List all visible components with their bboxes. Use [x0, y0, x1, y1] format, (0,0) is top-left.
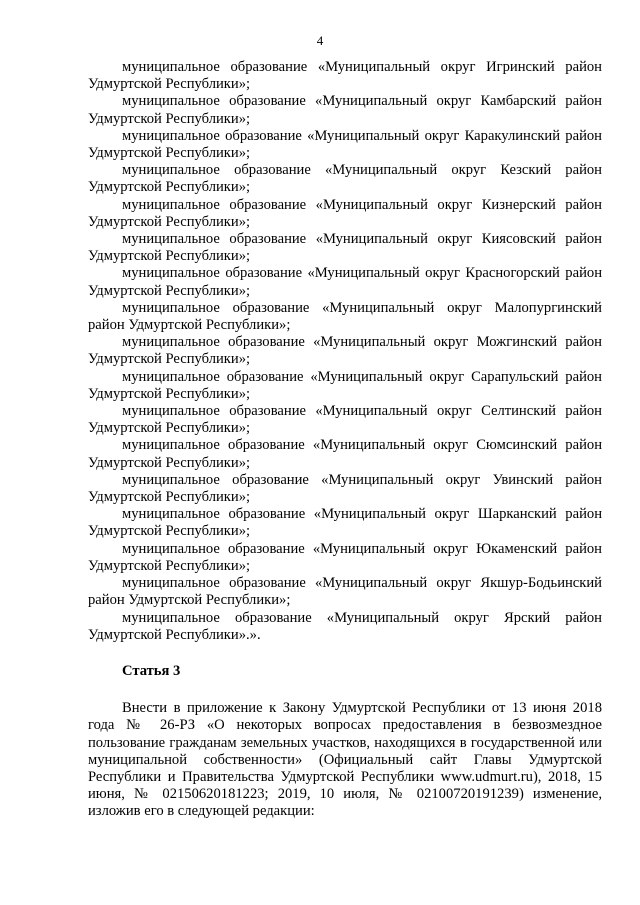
page-number: 4 — [316, 33, 324, 48]
list-item: муниципальное образование «Муниципальный округ Киясовский район Удмуртской Республики»; — [88, 231, 602, 265]
list-item: муниципальное образование «Муниципальный округ Игринский район Удмуртской Республики»; — [88, 59, 602, 93]
list-item: муниципальное образование «Муниципальный округ Камбарский район Удмуртской Республики»; — [88, 93, 602, 127]
list-item: муниципальное образование «Муниципальный округ Шарканский район Удмуртской Республики»; — [88, 506, 602, 540]
list-item: муниципальное образование «Муниципальный округ Кизнерский район Удмуртской Республики»; — [88, 196, 602, 230]
list-item: муниципальное образование «Муниципальный округ Юкаменский район Удмуртской Республики»; — [88, 540, 602, 574]
list-item: муниципальное образование «Муниципальный округ Сюмсинский район Удмуртской Республики»; — [88, 437, 602, 471]
list-item: муниципальное образование «Муниципальный округ Сарапульский район Удмуртской Республики»; — [88, 368, 602, 402]
list-item: муниципальное образование «Муниципальный округ Ярский район Удмуртской Республики».». — [88, 609, 602, 643]
list-item: муниципальное образование «Муниципальный округ Кезский район Удмуртской Республики»; — [88, 162, 602, 196]
document-body — [88, 59, 602, 821]
article-heading: Статья 3 — [122, 662, 181, 679]
article-body: Внести в приложение к Закону Удмуртской Республики от 13 июня 2018 года № 26-РЗ «О некоторых вопросах предоставления в безвозмездное пользование гражданам земельных участков, находящихся в государственной или муниципальной собственности» (Официальный сайт Главы Удмуртской Республики и Правительства Удмуртской Республики www.udmurt.ru), 2018, 15 июня, № 02150620181223; 2019, 10 июля, № 02100720191239) изменение, изложив его в следующей редакции: — [88, 700, 602, 820]
list-item: муниципальное образование «Муниципальный округ Селтинский район Удмуртской Республики»; — [88, 403, 602, 437]
municipality-list — [88, 59, 602, 644]
list-item: муниципальное образование «Муниципальный округ Красногорский район Удмуртской Республики»; — [88, 265, 602, 299]
list-item: муниципальное образование «Муниципальный округ Малопургинский район Удмуртской Республики»; — [88, 299, 602, 334]
list-item: муниципальное образование «Муниципальный округ Увинский район Удмуртской Республики»; — [88, 471, 602, 506]
list-item: муниципальное образование «Муниципальный округ Можгинский район Удмуртской Республики»; — [88, 334, 602, 368]
list-item: муниципальное образование «Муниципальный округ Якшур-Бодьинский район Удмуртской Республики»; — [88, 575, 602, 609]
list-item: муниципальное образование «Муниципальный округ Каракулинский район Удмуртской Республики»; — [88, 127, 602, 162]
